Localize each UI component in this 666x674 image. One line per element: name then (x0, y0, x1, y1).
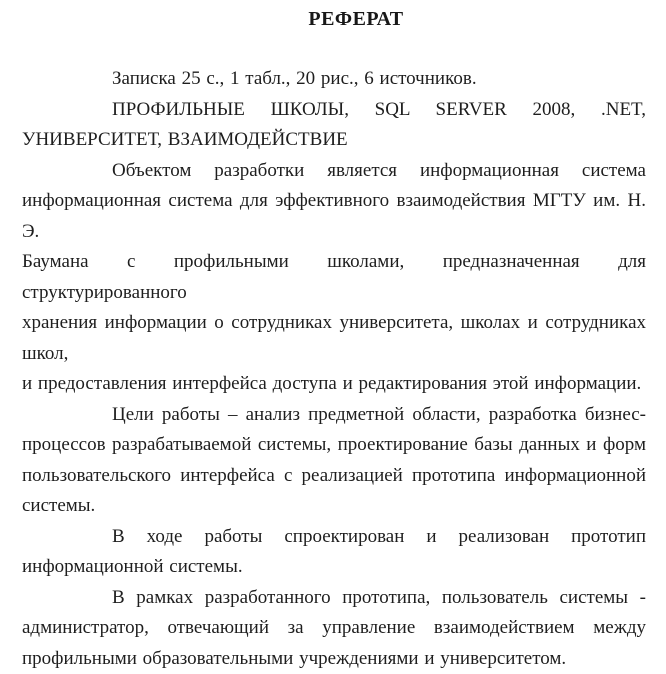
document-body (22, 64, 646, 674)
text-line: ПРОФИЛЬНЫЕ ШКОЛЫ, SQL SERVER 2008, .NET, (22, 95, 646, 126)
text-line: процессов разрабатываемой системы, проектирование базы данных и форм (22, 430, 646, 461)
text-line: профильными образовательными учреждениями и университетом. (22, 644, 646, 674)
paragraph-stats (22, 64, 646, 95)
text-line: УНИВЕРСИТЕТ, ВЗАИМОДЕЙСТВИЕ (22, 125, 646, 156)
text-line: информационная система для эффективного взаимодействия МГТУ им. Н. Э. (22, 186, 646, 247)
text-line: хранения информации о сотрудниках университета, школах и сотрудниках школ, (22, 308, 646, 369)
paragraph-keywords (22, 95, 646, 156)
paragraph-goals (22, 400, 646, 522)
text-line: информационной системы. (22, 552, 646, 583)
paragraph-object-of-development (22, 156, 646, 400)
text-line: администратор, отвечающий за управление взаимодействием между (22, 613, 646, 644)
text-line: В рамках разработанного прототипа, пользователь системы - (22, 583, 646, 614)
page-title: РЕФЕРАТ (22, 4, 646, 34)
text-line: Баумана с профильными школами, предназначенная для структурированного (22, 247, 646, 308)
text-line: Цели работы – анализ предметной области, разработка бизнес- (22, 400, 646, 431)
text-line: Записка 25 с., 1 табл., 20 рис., 6 источников. (22, 64, 646, 95)
paragraph-results (22, 522, 646, 583)
text-line: Объектом разработки является информационная система (22, 156, 646, 187)
text-line: В ходе работы спроектирован и реализован прототип (22, 522, 646, 553)
text-line: системы. (22, 491, 646, 522)
text-line: и предоставления интерфейса доступа и редактирования этой информации. (22, 369, 646, 400)
text-line: пользовательского интерфейса с реализацией прототипа информационной (22, 461, 646, 492)
paragraph-prototype-user (22, 583, 646, 674)
